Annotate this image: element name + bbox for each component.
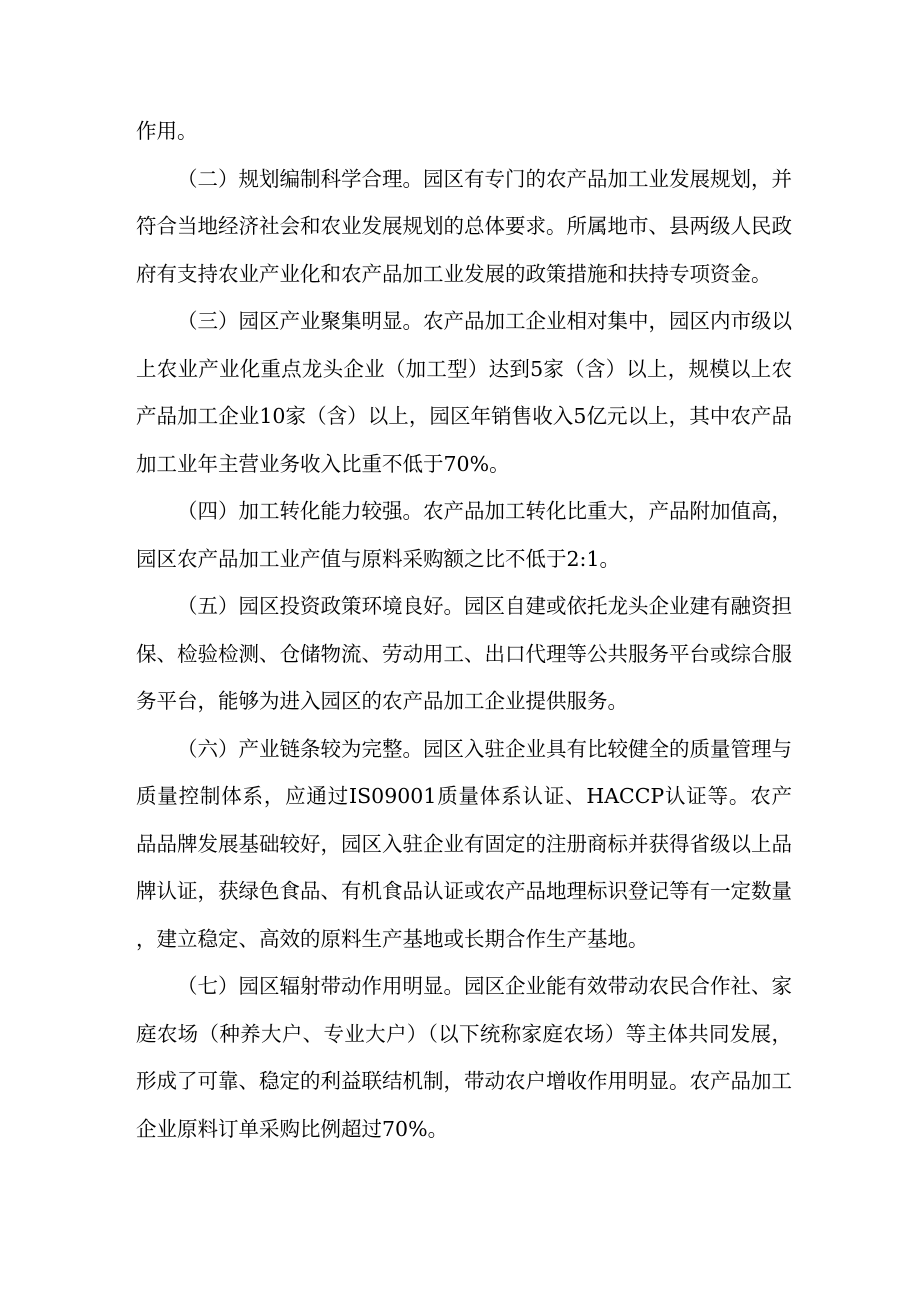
paragraph-planning: （二）规划编制科学合理。园区有专门的农产品加工业发展规划，并符合当地经济社会和农业发展规划的总体要求。所属地市、县两级人民政府有支持农业产业化和农产品加工业发展的政策措施和扶持专项资金。	[136, 166, 792, 286]
paragraph-investment-environment: （五）园区投资政策环境良好。园区自建或依托龙头企业建有融资担保、检验检测、仓储物流、劳动用工、出口代理等公共服务平台或综合服务平台，能够为进入园区的农产品加工企业提供服务。	[136, 594, 792, 713]
document-body	[136, 108, 792, 1153]
paragraph-industry-cluster: （三）园区产业聚集明显。农产品加工企业相对集中，园区内市级以上农业产业化重点龙头企业（加工型）达到5家（含）以上，规模以上农产品加工企业10家（含）以上，园区年销售收入5亿元以上，其中农产品加工业年主营业务收入比重不低于70%。	[136, 309, 792, 476]
paragraph-processing-capacity: （四）加工转化能力较强。农产品加工转化比重大，产品附加值高，园区农产品加工业产值与原料采购额之比不低于2:1。	[136, 499, 792, 571]
paragraph-industry-chain: （六）产业链条较为完整。园区入驻企业具有比较健全的质量管理与质量控制体系，应通过IS09001质量体系认证、HACCP认证等。农产品品牌发展基础较好，园区入驻企业有固定的注册商标并获得省级以上品牌认证，获绿色食品、有机食品认证或农产品地理标识登记等有一定数量，建立稳定、高效的原料生产基地或长期合作生产基地。	[136, 736, 792, 951]
paragraph-continuation: 作用。	[136, 119, 198, 143]
paragraph-radiation-effect: （七）园区辐射带动作用明显。园区企业能有效带动农民合作社、家庭农场（种养大户、专业大户）（以下统称家庭农场）等主体共同发展，形成了可靠、稳定的利益联结机制，带动农户增收作用明显。农产品加工企业原料订单采购比例超过70%。	[136, 974, 792, 1141]
